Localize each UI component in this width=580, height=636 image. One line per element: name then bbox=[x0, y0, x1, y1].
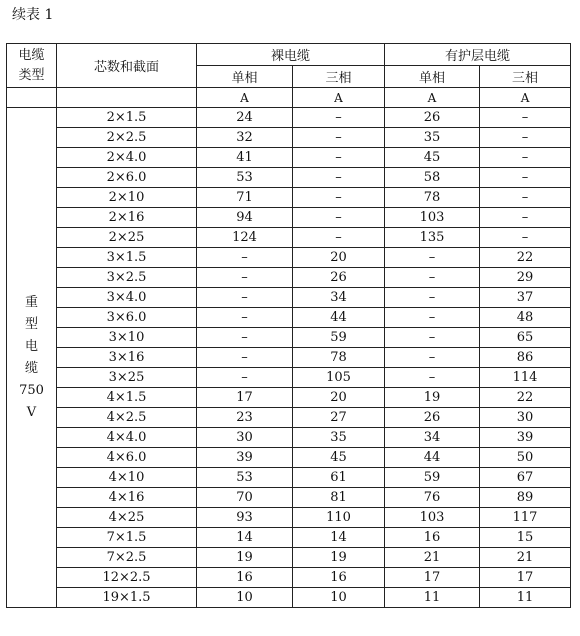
bare-three-cell: 26 bbox=[293, 268, 385, 288]
sheathed-single-cell: – bbox=[385, 368, 480, 388]
bare-single-cell: 53 bbox=[197, 168, 293, 188]
sheathed-single-cell: 45 bbox=[385, 148, 480, 168]
spec-cell: 19×1.5 bbox=[57, 588, 197, 608]
bare-single-cell: – bbox=[197, 348, 293, 368]
sheathed-three-cell: 11 bbox=[480, 588, 571, 608]
sheathed-three-cell: 21 bbox=[480, 548, 571, 568]
table-row bbox=[7, 148, 571, 168]
bare-three-cell: 20 bbox=[293, 248, 385, 268]
cable-type-char: 750 bbox=[19, 382, 44, 398]
header-unit-blank-type bbox=[7, 88, 57, 108]
header-spec: 芯数和截面 bbox=[57, 44, 197, 88]
bare-single-cell: – bbox=[197, 268, 293, 288]
spec-cell: 2×16 bbox=[57, 208, 197, 228]
bare-single-cell: – bbox=[197, 328, 293, 348]
bare-single-cell: – bbox=[197, 248, 293, 268]
sheathed-three-cell: 67 bbox=[480, 468, 571, 488]
bare-three-cell: 81 bbox=[293, 488, 385, 508]
table-body bbox=[7, 108, 571, 608]
bare-three-cell: – bbox=[293, 108, 385, 128]
bare-three-cell: 110 bbox=[293, 508, 385, 528]
table-row bbox=[7, 388, 571, 408]
header-sheathed-single: 单相 bbox=[385, 66, 480, 88]
bare-three-cell: 14 bbox=[293, 528, 385, 548]
sheathed-single-cell: – bbox=[385, 248, 480, 268]
bare-single-cell: 32 bbox=[197, 128, 293, 148]
sheathed-three-cell: 65 bbox=[480, 328, 571, 348]
sheathed-single-cell: 26 bbox=[385, 108, 480, 128]
sheathed-three-cell: 37 bbox=[480, 288, 571, 308]
spec-cell: 3×6.0 bbox=[57, 308, 197, 328]
table-row bbox=[7, 128, 571, 148]
spec-cell: 3×4.0 bbox=[57, 288, 197, 308]
bare-three-cell: 34 bbox=[293, 288, 385, 308]
spec-cell: 4×2.5 bbox=[57, 408, 197, 428]
sheathed-single-cell: – bbox=[385, 268, 480, 288]
spec-cell: 4×25 bbox=[57, 508, 197, 528]
bare-three-cell: 105 bbox=[293, 368, 385, 388]
bare-three-cell: 20 bbox=[293, 388, 385, 408]
sheathed-single-cell: – bbox=[385, 308, 480, 328]
sheathed-single-cell: 103 bbox=[385, 508, 480, 528]
sheathed-single-cell: 35 bbox=[385, 128, 480, 148]
sheathed-single-cell: 78 bbox=[385, 188, 480, 208]
bare-single-cell: 70 bbox=[197, 488, 293, 508]
cable-current-table bbox=[6, 43, 571, 608]
table-row bbox=[7, 428, 571, 448]
sheathed-three-cell: 114 bbox=[480, 368, 571, 388]
sheathed-single-cell: – bbox=[385, 348, 480, 368]
cable-type-char: 型 bbox=[24, 316, 38, 332]
spec-cell: 4×1.5 bbox=[57, 388, 197, 408]
sheathed-single-cell: 11 bbox=[385, 588, 480, 608]
sheathed-three-cell: – bbox=[480, 168, 571, 188]
bare-three-cell: – bbox=[293, 168, 385, 188]
cable-type-char: 缆 bbox=[24, 360, 38, 376]
bare-three-cell: – bbox=[293, 128, 385, 148]
header-unit-sheathed-single: A bbox=[385, 88, 480, 108]
bare-three-cell: 10 bbox=[293, 588, 385, 608]
sheathed-three-cell: 86 bbox=[480, 348, 571, 368]
header-cable-type bbox=[7, 44, 57, 88]
bare-three-cell: 19 bbox=[293, 548, 385, 568]
header-bare-three: 三相 bbox=[293, 66, 385, 88]
header-sheathed-cable: 有护层电缆 bbox=[385, 44, 571, 66]
bare-single-cell: 30 bbox=[197, 428, 293, 448]
sheathed-single-cell: 76 bbox=[385, 488, 480, 508]
spec-cell: 4×10 bbox=[57, 468, 197, 488]
table-row bbox=[7, 588, 571, 608]
spec-cell: 2×6.0 bbox=[57, 168, 197, 188]
spec-cell: 2×2.5 bbox=[57, 128, 197, 148]
bare-single-cell: – bbox=[197, 288, 293, 308]
header-unit-sheathed-three: A bbox=[480, 88, 571, 108]
sheathed-single-cell: 26 bbox=[385, 408, 480, 428]
cable-type-char: V bbox=[26, 404, 37, 420]
bare-three-cell: 45 bbox=[293, 448, 385, 468]
bare-single-cell: 93 bbox=[197, 508, 293, 528]
header-cable-type-line1: 电缆 bbox=[18, 47, 45, 63]
table-row bbox=[7, 548, 571, 568]
bare-single-cell: – bbox=[197, 308, 293, 328]
table-row bbox=[7, 568, 571, 588]
header-sheathed-three: 三相 bbox=[480, 66, 571, 88]
bare-single-cell: 16 bbox=[197, 568, 293, 588]
table-row bbox=[7, 188, 571, 208]
spec-cell: 3×2.5 bbox=[57, 268, 197, 288]
header-bare-cable: 裸电缆 bbox=[197, 44, 385, 66]
sheathed-three-cell: 22 bbox=[480, 248, 571, 268]
spec-cell: 2×25 bbox=[57, 228, 197, 248]
table-row bbox=[7, 448, 571, 468]
sheathed-three-cell: – bbox=[480, 148, 571, 168]
sheathed-single-cell: 103 bbox=[385, 208, 480, 228]
table-row bbox=[7, 288, 571, 308]
sheathed-single-cell: 17 bbox=[385, 568, 480, 588]
header-unit-bare-single: A bbox=[197, 88, 293, 108]
table-row bbox=[7, 168, 571, 188]
bare-single-cell: 124 bbox=[197, 228, 293, 248]
sheathed-three-cell: – bbox=[480, 188, 571, 208]
table-row bbox=[7, 348, 571, 368]
spec-cell: 3×10 bbox=[57, 328, 197, 348]
sheathed-three-cell: – bbox=[480, 108, 571, 128]
sheathed-three-cell: 29 bbox=[480, 268, 571, 288]
spec-cell: 3×25 bbox=[57, 368, 197, 388]
table-row bbox=[7, 368, 571, 388]
header-unit-blank-spec bbox=[57, 88, 197, 108]
spec-cell: 7×2.5 bbox=[57, 548, 197, 568]
bare-single-cell: 23 bbox=[197, 408, 293, 428]
bare-three-cell: – bbox=[293, 148, 385, 168]
table-caption: 续表 1 bbox=[12, 7, 54, 23]
bare-three-cell: 27 bbox=[293, 408, 385, 428]
table-row bbox=[7, 468, 571, 488]
sheathed-three-cell: – bbox=[480, 128, 571, 148]
sheathed-three-cell: 17 bbox=[480, 568, 571, 588]
sheathed-three-cell: – bbox=[480, 228, 571, 248]
bare-single-cell: 14 bbox=[197, 528, 293, 548]
table-row bbox=[7, 508, 571, 528]
table-row bbox=[7, 228, 571, 248]
sheathed-three-cell: 89 bbox=[480, 488, 571, 508]
bare-three-cell: 59 bbox=[293, 328, 385, 348]
sheathed-single-cell: 59 bbox=[385, 468, 480, 488]
table-row bbox=[7, 328, 571, 348]
table-row bbox=[7, 248, 571, 268]
table-row bbox=[7, 528, 571, 548]
table-row bbox=[7, 208, 571, 228]
table-row bbox=[7, 108, 571, 128]
table-row bbox=[7, 408, 571, 428]
table-row bbox=[7, 308, 571, 328]
sheathed-three-cell: 117 bbox=[480, 508, 571, 528]
bare-three-cell: 78 bbox=[293, 348, 385, 368]
cable-type-char: 电 bbox=[24, 338, 38, 354]
spec-cell: 3×1.5 bbox=[57, 248, 197, 268]
table-row bbox=[7, 268, 571, 288]
bare-three-cell: 16 bbox=[293, 568, 385, 588]
sheathed-single-cell: – bbox=[385, 288, 480, 308]
bare-three-cell: – bbox=[293, 228, 385, 248]
sheathed-three-cell: 22 bbox=[480, 388, 571, 408]
sheathed-single-cell: 135 bbox=[385, 228, 480, 248]
sheathed-three-cell: 50 bbox=[480, 448, 571, 468]
bare-single-cell: 71 bbox=[197, 188, 293, 208]
cable-type-char: 重 bbox=[24, 294, 38, 310]
sheathed-three-cell: 30 bbox=[480, 408, 571, 428]
bare-single-cell: 39 bbox=[197, 448, 293, 468]
sheathed-single-cell: 21 bbox=[385, 548, 480, 568]
header-bare-single: 单相 bbox=[197, 66, 293, 88]
spec-cell: 12×2.5 bbox=[57, 568, 197, 588]
header-cable-type-line2: 类型 bbox=[18, 67, 45, 83]
bare-single-cell: – bbox=[197, 368, 293, 388]
spec-cell: 7×1.5 bbox=[57, 528, 197, 548]
bare-single-cell: 53 bbox=[197, 468, 293, 488]
bare-single-cell: 41 bbox=[197, 148, 293, 168]
bare-single-cell: 17 bbox=[197, 388, 293, 408]
bare-single-cell: 24 bbox=[197, 108, 293, 128]
bare-single-cell: 94 bbox=[197, 208, 293, 228]
bare-three-cell: 61 bbox=[293, 468, 385, 488]
spec-cell: 4×16 bbox=[57, 488, 197, 508]
bare-three-cell: 44 bbox=[293, 308, 385, 328]
cable-type-cell bbox=[7, 108, 57, 608]
spec-cell: 4×6.0 bbox=[57, 448, 197, 468]
sheathed-single-cell: 16 bbox=[385, 528, 480, 548]
sheathed-single-cell: 44 bbox=[385, 448, 480, 468]
bare-single-cell: 19 bbox=[197, 548, 293, 568]
sheathed-single-cell: 19 bbox=[385, 388, 480, 408]
bare-three-cell: – bbox=[293, 188, 385, 208]
spec-cell: 3×16 bbox=[57, 348, 197, 368]
sheathed-single-cell: 34 bbox=[385, 428, 480, 448]
bare-three-cell: 35 bbox=[293, 428, 385, 448]
spec-cell: 2×1.5 bbox=[57, 108, 197, 128]
sheathed-three-cell: 15 bbox=[480, 528, 571, 548]
sheathed-three-cell: – bbox=[480, 208, 571, 228]
bare-three-cell: – bbox=[293, 208, 385, 228]
spec-cell: 2×10 bbox=[57, 188, 197, 208]
header-unit-bare-three: A bbox=[293, 88, 385, 108]
table-row bbox=[7, 488, 571, 508]
spec-cell: 4×4.0 bbox=[57, 428, 197, 448]
bare-single-cell: 10 bbox=[197, 588, 293, 608]
sheathed-three-cell: 48 bbox=[480, 308, 571, 328]
sheathed-single-cell: – bbox=[385, 328, 480, 348]
sheathed-single-cell: 58 bbox=[385, 168, 480, 188]
sheathed-three-cell: 39 bbox=[480, 428, 571, 448]
spec-cell: 2×4.0 bbox=[57, 148, 197, 168]
